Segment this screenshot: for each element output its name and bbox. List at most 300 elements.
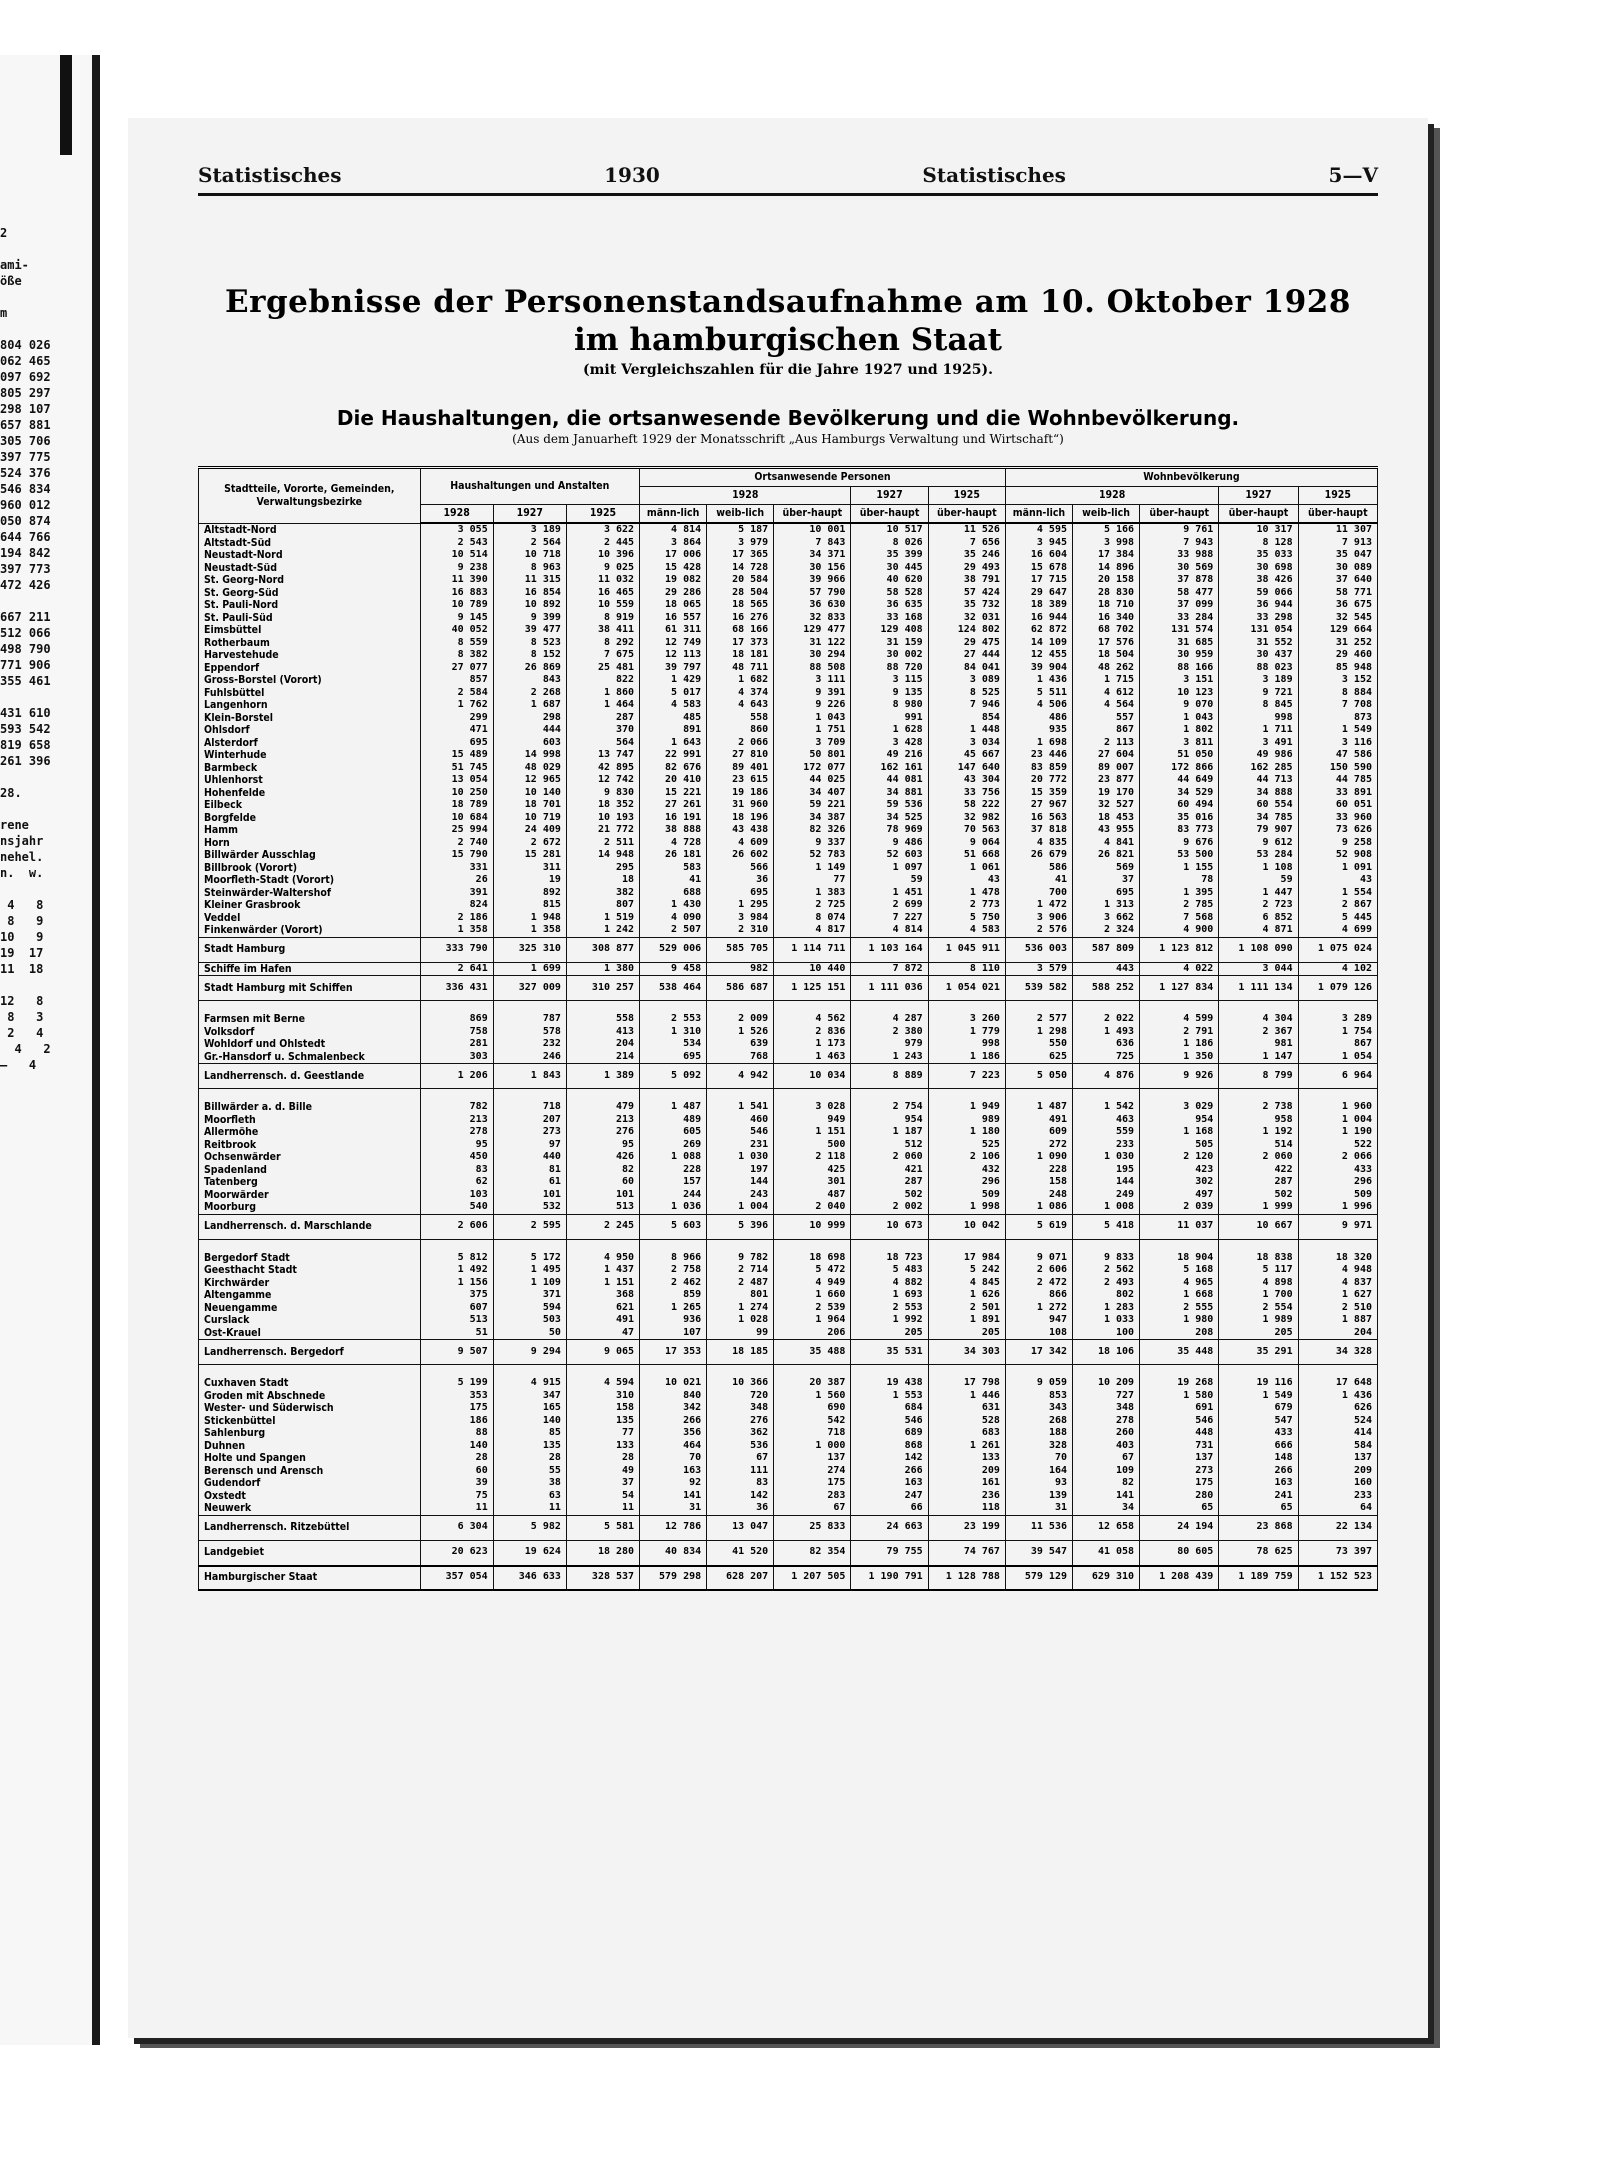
table-cell: 9 391 <box>774 687 851 700</box>
table-cell: 92 <box>640 1477 707 1490</box>
left-page-line: 819 658 <box>0 738 51 752</box>
left-page-line: 644 766 <box>0 530 51 544</box>
table-cell: 2 022 <box>1073 1013 1140 1026</box>
table-cell: 491 <box>1005 1114 1072 1127</box>
spacer-cell <box>1219 1239 1298 1252</box>
table-cell: 213 <box>420 1114 493 1127</box>
table-row <box>199 1289 1378 1302</box>
left-page-line: m <box>0 306 8 320</box>
table-cell: 49 <box>566 1465 639 1478</box>
table-cell: 1 261 <box>928 1440 1005 1453</box>
table-cell: 683 <box>928 1427 1005 1440</box>
table-cell: 2 699 <box>851 899 928 912</box>
table-cell: 426 <box>566 1151 639 1164</box>
table-cell: 59 536 <box>851 799 928 812</box>
table-cell: 281 <box>420 1038 493 1051</box>
table-cell: 4 837 <box>1298 1277 1377 1290</box>
table-cell: 43 <box>928 874 1005 887</box>
table-cell: 22 991 <box>640 749 707 762</box>
table-cell: 16 191 <box>640 812 707 825</box>
table-cell: 26 869 <box>493 662 566 675</box>
table-cell: 35 291 <box>1219 1340 1298 1365</box>
table-cell: 49 986 <box>1219 749 1298 762</box>
row-label: Landherrensch. d. Marschlande <box>199 1214 421 1239</box>
table-cell: 509 <box>1298 1189 1377 1202</box>
table-cell: 85 <box>493 1427 566 1440</box>
spacer-cell <box>1140 1365 1219 1378</box>
table-cell: 108 <box>1005 1327 1072 1340</box>
table-cell: 2 511 <box>566 837 639 850</box>
spacer-cell <box>640 1001 707 1014</box>
table-cell: 10 892 <box>493 599 566 612</box>
table-cell: 1 429 <box>640 674 707 687</box>
table-cell: 8 884 <box>1298 687 1377 700</box>
header-households-1925: 1925 <box>566 505 639 524</box>
table-cell: 53 500 <box>1140 849 1219 862</box>
row-label: Cuxhaven Stadt <box>199 1377 421 1390</box>
row-label: St. Georg-Süd <box>199 587 421 600</box>
table-cell: 353 <box>420 1390 493 1403</box>
header-present-female: weib-lich <box>707 505 774 524</box>
table-cell: 18 065 <box>640 599 707 612</box>
table-row <box>199 599 1378 612</box>
table-cell: 19 268 <box>1140 1377 1219 1390</box>
row-label: Fuhlsbüttel <box>199 687 421 700</box>
row-label: Billwärder Ausschlag <box>199 849 421 862</box>
table-cell: 8 128 <box>1219 537 1298 550</box>
table-cell: 101 <box>493 1189 566 1202</box>
table-cell: 10 001 <box>774 523 851 537</box>
table-cell: 3 189 <box>493 523 566 537</box>
row-label: Horn <box>199 837 421 850</box>
table-cell: 5 511 <box>1005 687 1072 700</box>
table-cell: 2 785 <box>1140 899 1219 912</box>
table-cell: 9 065 <box>566 1340 639 1365</box>
table-cell: 9 761 <box>1140 523 1219 537</box>
table-cell: 6 964 <box>1298 1064 1377 1089</box>
table-cell: 124 802 <box>928 624 1005 637</box>
table-cell: 36 <box>707 874 774 887</box>
table-cell: 70 <box>640 1452 707 1465</box>
table-subtotal-row <box>199 1340 1378 1365</box>
table-row <box>199 587 1378 600</box>
left-page-line: 8 9 <box>0 914 44 928</box>
table-cell: 2 380 <box>851 1026 928 1039</box>
table-cell: 20 623 <box>420 1540 493 1566</box>
left-page-line: 097 692 <box>0 370 51 384</box>
table-cell: 9 833 <box>1073 1252 1140 1265</box>
table-cell: 19 170 <box>1073 787 1140 800</box>
table-cell: 31 252 <box>1298 637 1377 650</box>
table-cell: 2 501 <box>928 1302 1005 1315</box>
table-cell: 569 <box>1073 862 1140 875</box>
table-cell: 1 660 <box>774 1289 851 1302</box>
table-cell: 32 527 <box>1073 799 1140 812</box>
document-page <box>128 118 1428 2038</box>
table-cell: 4 817 <box>774 924 851 937</box>
table-cell: 4 595 <box>1005 523 1072 537</box>
table-cell: 413 <box>566 1026 639 1039</box>
table-row <box>199 1101 1378 1114</box>
table-cell: 8 845 <box>1219 699 1298 712</box>
table-cell: 88 166 <box>1140 662 1219 675</box>
table-cell: 85 948 <box>1298 662 1377 675</box>
table-cell: 4 594 <box>566 1377 639 1390</box>
table-cell: 12 455 <box>1005 649 1072 662</box>
table-cell: 39 904 <box>1005 662 1072 675</box>
table-row <box>199 1252 1378 1265</box>
table-row <box>199 1026 1378 1039</box>
table-cell: 2 268 <box>493 687 566 700</box>
table-cell: 15 281 <box>493 849 566 862</box>
header-resident-total-1925: über-haupt <box>1298 505 1377 524</box>
table-cell: 3 709 <box>774 737 851 750</box>
row-label: Altstadt-Nord <box>199 523 421 537</box>
header-resident-male: männ-lich <box>1005 505 1072 524</box>
row-label: Hamburgischer Staat <box>199 1566 421 1590</box>
table-cell: 536 <box>707 1440 774 1453</box>
table-cell: 2 725 <box>774 899 851 912</box>
table-cell: 45 667 <box>928 749 1005 762</box>
row-label: Ohlsdorf <box>199 724 421 737</box>
table-cell: 209 <box>928 1465 1005 1478</box>
row-label: Bergedorf Stadt <box>199 1252 421 1265</box>
row-label: Borgfelde <box>199 812 421 825</box>
spacer-cell <box>199 1239 421 1252</box>
table-cell: 83 859 <box>1005 762 1072 775</box>
row-label: Eppendorf <box>199 662 421 675</box>
table-cell: 38 426 <box>1219 574 1298 587</box>
left-page-text <box>0 225 51 1073</box>
spacer-cell <box>1005 1365 1072 1378</box>
table-cell: 433 <box>1219 1427 1298 1440</box>
table-cell: 59 <box>1219 874 1298 887</box>
left-page-line: — 4 <box>0 1058 37 1072</box>
table-cell: 41 520 <box>707 1540 774 1566</box>
table-cell: 140 <box>493 1415 566 1428</box>
table-cell: 12 742 <box>566 774 639 787</box>
table-cell: 12 113 <box>640 649 707 662</box>
table-cell: 1 436 <box>1298 1390 1377 1403</box>
table-cell: 2 606 <box>420 1214 493 1239</box>
table-cell: 287 <box>1219 1176 1298 1189</box>
table-cell: 197 <box>707 1164 774 1177</box>
table-cell: 989 <box>928 1114 1005 1127</box>
table-cell: 1 395 <box>1140 887 1219 900</box>
table-cell: 16 465 <box>566 587 639 600</box>
table-cell: 586 <box>1005 862 1072 875</box>
table-cell: 3 491 <box>1219 737 1298 750</box>
table-cell: 5 445 <box>1298 912 1377 925</box>
table-cell: 1 891 <box>928 1314 1005 1327</box>
table-cell: 39 477 <box>493 624 566 637</box>
table-cell: 7 568 <box>1140 912 1219 925</box>
table-cell: 892 <box>493 887 566 900</box>
table-cell: 100 <box>1073 1327 1140 1340</box>
table-cell: 137 <box>774 1452 851 1465</box>
table-cell: 33 756 <box>928 787 1005 800</box>
table-cell: 25 994 <box>420 824 493 837</box>
table-cell: 8 292 <box>566 637 639 650</box>
table-cell: 10 366 <box>707 1377 774 1390</box>
table-cell: 8 799 <box>1219 1064 1298 1089</box>
table-cell: 35 047 <box>1298 549 1377 562</box>
table-cell: 546 <box>707 1126 774 1139</box>
table-cell: 4 102 <box>1298 962 1377 976</box>
table-cell: 824 <box>420 899 493 912</box>
row-label: Farmsen mit Berne <box>199 1013 421 1026</box>
table-cell: 7 227 <box>851 912 928 925</box>
table-cell: 414 <box>1298 1427 1377 1440</box>
table-cell: 15 359 <box>1005 787 1072 800</box>
table-cell: 546 <box>851 1415 928 1428</box>
table-row <box>199 1139 1378 1152</box>
table-cell: 1 313 <box>1073 899 1140 912</box>
table-cell: 18 565 <box>707 599 774 612</box>
table-cell: 1 860 <box>566 687 639 700</box>
table-cell: 7 675 <box>566 649 639 662</box>
table-cell: 95 <box>566 1139 639 1152</box>
table-cell: 342 <box>640 1402 707 1415</box>
table-cell: 5 166 <box>1073 523 1140 537</box>
table-cell: 301 <box>774 1176 851 1189</box>
table-cell: 688 <box>640 887 707 900</box>
table-cell: 249 <box>1073 1189 1140 1202</box>
table-cell: 1 700 <box>1219 1289 1298 1302</box>
table-cell: 1 125 151 <box>774 976 851 1001</box>
table-row <box>199 1277 1378 1290</box>
table-cell: 20 584 <box>707 574 774 587</box>
table-cell: 99 <box>707 1327 774 1340</box>
table-cell: 859 <box>640 1289 707 1302</box>
table-cell: 1 043 <box>1140 712 1219 725</box>
table-spacer-row <box>199 1365 1378 1378</box>
table-cell: 82 <box>1073 1477 1140 1490</box>
table-cell: 867 <box>1298 1038 1377 1051</box>
spacer-cell <box>420 1239 493 1252</box>
left-page-line: 050 874 <box>0 514 51 528</box>
table-cell: 558 <box>707 712 774 725</box>
table-row <box>199 1114 1378 1127</box>
table-cell: 188 <box>1005 1427 1072 1440</box>
spacer-cell <box>199 1001 421 1014</box>
table-cell: 9 226 <box>774 699 851 712</box>
table-cell: 33 891 <box>1298 787 1377 800</box>
table-cell: 28 504 <box>707 587 774 600</box>
table-row <box>199 874 1378 887</box>
table-cell: 15 678 <box>1005 562 1072 575</box>
table-cell: 118 <box>928 1502 1005 1515</box>
table-cell: 7 223 <box>928 1064 1005 1089</box>
table-cell: 137 <box>1140 1452 1219 1465</box>
table-cell: 10 667 <box>1219 1214 1298 1239</box>
table-cell: 1 779 <box>928 1026 1005 1039</box>
table-cell: 1 151 <box>566 1277 639 1290</box>
table-cell: 273 <box>1140 1465 1219 1478</box>
table-cell: 142 <box>707 1490 774 1503</box>
table-cell: 333 790 <box>420 937 493 962</box>
table-cell: 4 876 <box>1073 1064 1140 1089</box>
table-cell: 82 326 <box>774 824 851 837</box>
table-cell: 41 <box>640 874 707 887</box>
table-cell: 2 554 <box>1219 1302 1298 1315</box>
table-cell: 62 <box>420 1176 493 1189</box>
table-cell: 958 <box>1219 1114 1298 1127</box>
row-label: Altengamme <box>199 1289 421 1302</box>
row-label: Klein-Borstel <box>199 712 421 725</box>
table-cell: 3 906 <box>1005 912 1072 925</box>
table-cell: 161 <box>928 1477 1005 1490</box>
statistics-table <box>198 466 1378 1591</box>
row-label: Oxstedt <box>199 1490 421 1503</box>
table-cell: 2 543 <box>420 537 493 550</box>
header-households: Haushaltungen und Anstalten <box>420 468 640 505</box>
table-cell: 2 324 <box>1073 924 1140 937</box>
table-cell: 14 896 <box>1073 562 1140 575</box>
spacer-cell <box>928 1089 1005 1102</box>
table-cell: 529 006 <box>640 937 707 962</box>
table-cell: 2 120 <box>1140 1151 1219 1164</box>
table-cell: 9 721 <box>1219 687 1298 700</box>
table-cell: 278 <box>420 1126 493 1139</box>
table-cell: 1 948 <box>493 912 566 925</box>
table-cell: 4 599 <box>1140 1013 1219 1026</box>
table-cell: 4 900 <box>1140 924 1219 937</box>
left-page-line: 4 8 <box>0 898 44 912</box>
table-cell: 9 612 <box>1219 837 1298 850</box>
table-cell: 15 790 <box>420 849 493 862</box>
table-cell: 65 <box>1140 1502 1219 1515</box>
table-cell: 1 151 <box>774 1126 851 1139</box>
table-cell: 720 <box>707 1390 774 1403</box>
table-cell: 144 <box>707 1176 774 1189</box>
table-cell: 9 458 <box>640 962 707 976</box>
table-cell: 14 948 <box>566 849 639 862</box>
table-cell: 82 354 <box>774 1540 851 1566</box>
table-cell: 11 037 <box>1140 1214 1219 1239</box>
row-label: Billbrook (Vorort) <box>199 862 421 875</box>
row-label: Eimsbüttel <box>199 624 421 637</box>
table-subtitle: Die Haushaltungen, die ortsanwesende Bevölkerung und die Wohnbevölkerung. <box>336 406 1240 430</box>
table-cell: 70 563 <box>928 824 1005 837</box>
table-cell: 700 <box>1005 887 1072 900</box>
table-cell: 228 <box>640 1164 707 1177</box>
table-cell: 89 401 <box>707 762 774 775</box>
table-cell: 3 864 <box>640 537 707 550</box>
table-cell: 18 196 <box>707 812 774 825</box>
spacer-cell <box>851 1089 928 1102</box>
table-cell: 840 <box>640 1390 707 1403</box>
table-cell: 247 <box>851 1490 928 1503</box>
table-cell: 11 307 <box>1298 523 1377 537</box>
table-cell: 16 944 <box>1005 612 1072 625</box>
left-page-line: 8 3 <box>0 1010 44 1024</box>
table-cell: 54 <box>566 1490 639 1503</box>
spacer-cell <box>1073 1239 1140 1252</box>
table-cell: 3 055 <box>420 523 493 537</box>
spacer-cell <box>1219 1089 1298 1102</box>
table-cell: 20 410 <box>640 774 707 787</box>
table-cell: 1 526 <box>707 1026 774 1039</box>
table-cell: 1 186 <box>1140 1038 1219 1051</box>
table-cell: 83 773 <box>1140 824 1219 837</box>
table-row <box>199 912 1378 925</box>
table-cell: 18 904 <box>1140 1252 1219 1265</box>
table-cell: 433 <box>1298 1164 1377 1177</box>
left-page-line <box>0 769 51 785</box>
table-cell: 3 260 <box>928 1013 1005 1026</box>
table-cell: 31 552 <box>1219 637 1298 650</box>
table-cell: 280 <box>1140 1490 1219 1503</box>
table-cell: 1 802 <box>1140 724 1219 737</box>
table-cell: 276 <box>707 1415 774 1428</box>
table-cell: 41 058 <box>1073 1540 1140 1566</box>
table-cell: 36 <box>707 1502 774 1515</box>
table-cell: 18 504 <box>1073 649 1140 662</box>
table-cell: 13 747 <box>566 749 639 762</box>
left-page-line <box>0 321 51 337</box>
left-page-fragment <box>0 55 100 2045</box>
table-cell: 1 762 <box>420 699 493 712</box>
table-cell: 18 701 <box>493 799 566 812</box>
table-cell: 311 <box>493 862 566 875</box>
row-label: Hamm <box>199 824 421 837</box>
table-cell: 1 430 <box>640 899 707 912</box>
table-cell: 325 310 <box>493 937 566 962</box>
table-cell: 605 <box>640 1126 707 1139</box>
table-cell: 20 387 <box>774 1377 851 1390</box>
table-cell: 1 061 <box>928 862 1005 875</box>
table-cell: 1 436 <box>1005 674 1072 687</box>
table-row <box>199 624 1378 637</box>
table-cell: 579 298 <box>640 1566 707 1590</box>
table-cell: 1 843 <box>493 1064 566 1089</box>
header-present-1928: 1928 <box>640 487 851 505</box>
table-cell: 1 519 <box>566 912 639 925</box>
left-page-line: 062 465 <box>0 354 51 368</box>
table-cell: 486 <box>1005 712 1072 725</box>
spacer-cell <box>1140 1089 1219 1102</box>
table-cell: 23 615 <box>707 774 774 787</box>
table-row <box>199 662 1378 675</box>
table-cell: 1 358 <box>493 924 566 937</box>
row-label: Schiffe im Hafen <box>199 962 421 976</box>
spacer-cell <box>566 1089 639 1102</box>
table-cell: 205 <box>1219 1327 1298 1340</box>
table-cell: 1 358 <box>420 924 493 937</box>
left-page-line: 805 297 <box>0 386 51 400</box>
table-cell: 28 <box>493 1452 566 1465</box>
spacer-cell <box>1073 1089 1140 1102</box>
table-cell: 1 626 <box>928 1289 1005 1302</box>
table-cell: 4 643 <box>707 699 774 712</box>
table-cell: 1 189 759 <box>1219 1566 1298 1590</box>
table-cell: 998 <box>1219 712 1298 725</box>
table-cell: 140 <box>420 1440 493 1453</box>
table-cell: 8 110 <box>928 962 1005 976</box>
table-cell: 2 754 <box>851 1101 928 1114</box>
table-cell: 4 948 <box>1298 1264 1377 1277</box>
left-page-line: rene <box>0 818 29 832</box>
table-cell: 26 679 <box>1005 849 1072 862</box>
table-cell: 2 186 <box>420 912 493 925</box>
table-cell: 4 562 <box>774 1013 851 1026</box>
table-cell: 1 643 <box>640 737 707 750</box>
table-cell: 23 446 <box>1005 749 1072 762</box>
table-cell: 141 <box>640 1490 707 1503</box>
row-label: Ochsenwärder <box>199 1151 421 1164</box>
header-present-total-1925: über-haupt <box>928 505 1005 524</box>
